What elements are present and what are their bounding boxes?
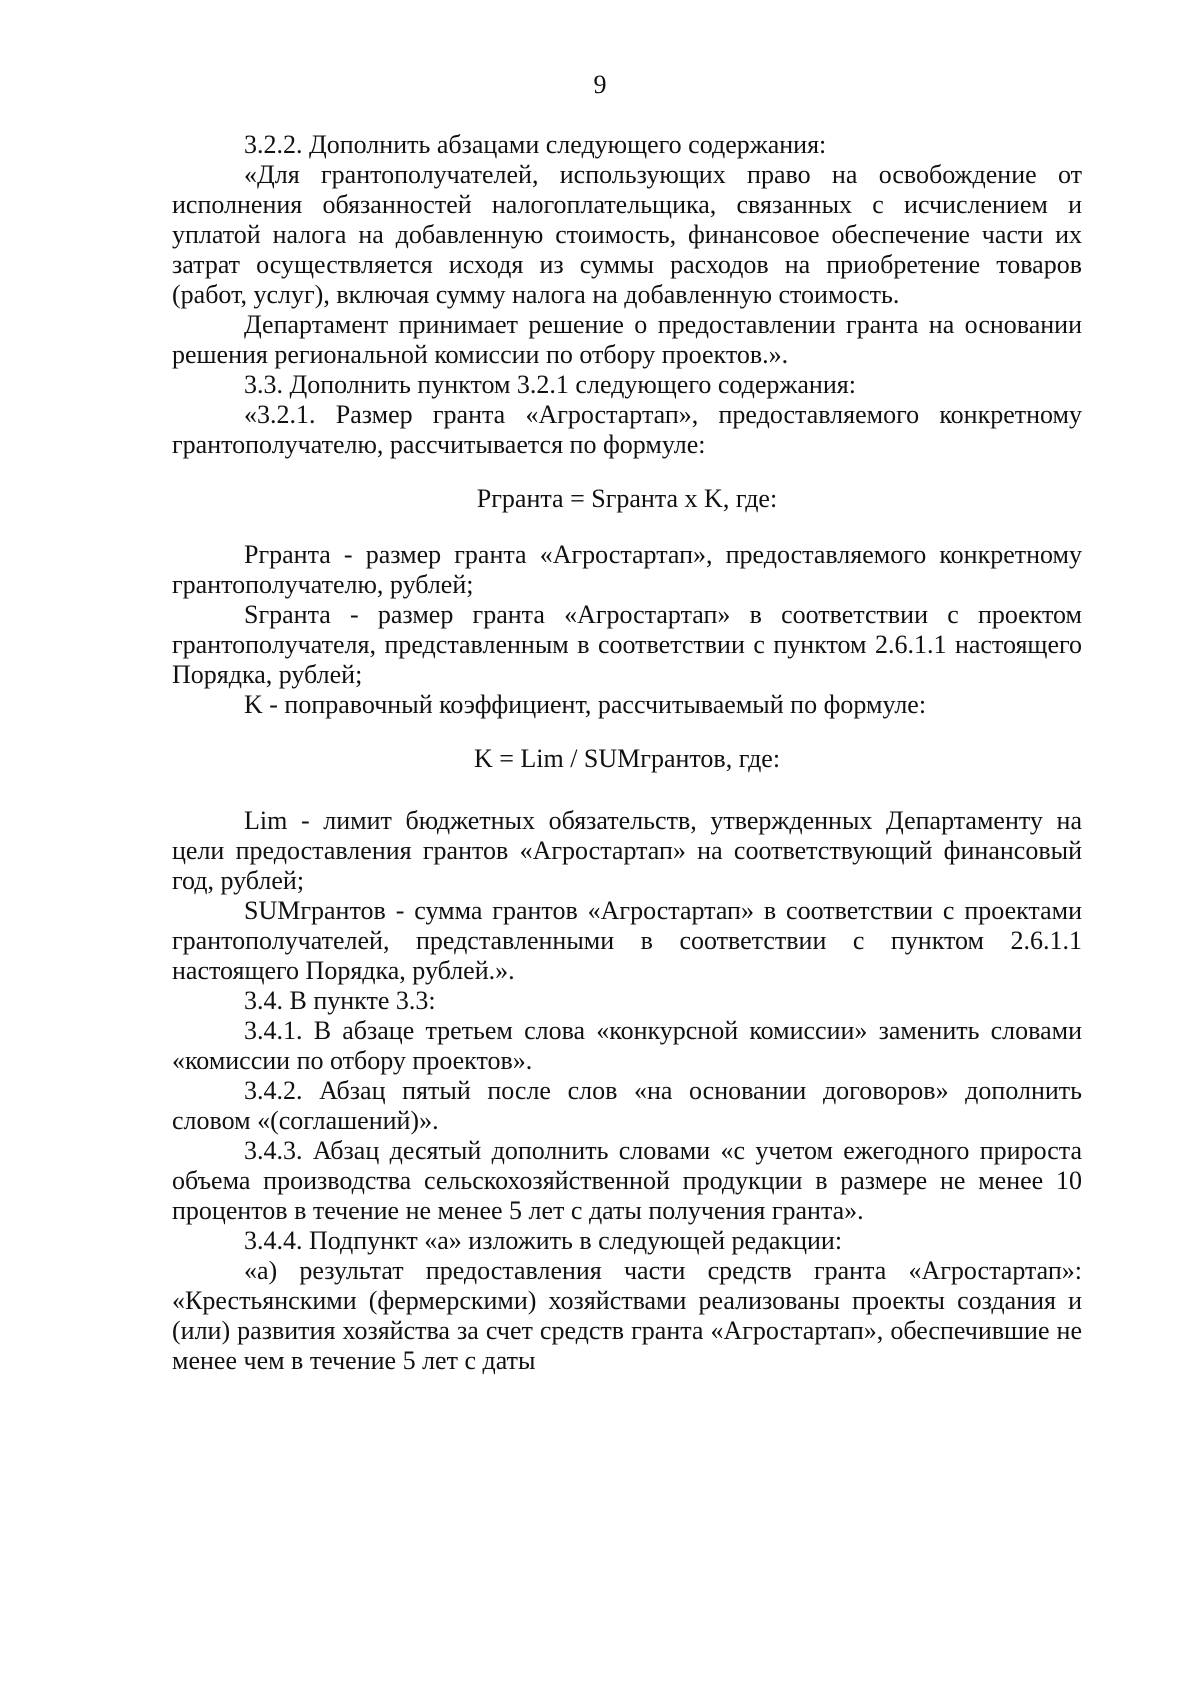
document-body xyxy=(172,130,1082,1376)
paragraph: 3.4.4. Подпункт «а» изложить в следующей редакции: xyxy=(244,1226,843,1255)
paragraph: Lim - лимит бюджетных обязательств, утвержденных Департаменту на цели предоставления грантов «Агростартап» на соответствующий финансовый год, рублей; xyxy=(172,806,1082,895)
paragraph: 3.4. В пункте 3.3: xyxy=(244,986,436,1015)
paragraph: «а) результат предоставления части средств гранта «Агростартап»: «Крестьянскими (фермерскими) хозяйствами реализованы проекты создания и (или) развития хозяйства за счет средств гранта «Агростартап», обеспечившие не менее чем в течение 5 лет с даты xyxy=(172,1256,1082,1375)
paragraph: Sгранта - размер гранта «Агростартап» в соответствии с проектом грантополучателя, представленным в соответствии с пунктом 2.6.1.1 настоящего Порядка, рублей; xyxy=(172,600,1082,689)
paragraph: 3.4.1. В абзаце третьем слова «конкурсной комиссии» заменить словами «комиссии по отбору проектов». xyxy=(172,1016,1082,1075)
paragraph: 3.2.2. Дополнить абзацами следующего содержания: xyxy=(244,130,827,159)
grant-formula: Ргранта = Sгранта x K, где: xyxy=(476,484,778,513)
paragraph: 3.4.3. Абзац десятый дополнить словами «с учетом ежегодного прироста объема производства сельскохозяйственной продукции в размере не менее 10 процентов в течение не менее 5 лет с даты получения гранта». xyxy=(172,1136,1082,1225)
paragraph: 3.3. Дополнить пунктом 3.2.1 следующего содержания: xyxy=(244,370,856,399)
paragraph: «Для грантополучателей, использующих право на освобождение от исполнения обязанностей налогоплательщика, связанных с исчислением и уплатой налога на добавленную стоимость, финансовое обеспечение части их затрат осуществляется исходя из суммы расходов на приобретение товаров (работ, услуг), включая сумму налога на добавленную стоимость. xyxy=(172,160,1082,309)
page-number: 9 xyxy=(593,70,607,99)
paragraph: Департамент принимает решение о предоставлении гранта на основании решения региональной комиссии по отбору проектов.». xyxy=(172,310,1082,369)
paragraph: SUMгрантов - сумма грантов «Агростартап» в соответствии с проектами грантополучателей, представленными в соответствии с пунктом 2.6.1.1 настоящего Порядка, рублей.». xyxy=(172,896,1082,985)
paragraph: «3.2.1. Размер гранта «Агростартап», предоставляемого конкретному грантополучателю, рассчитывается по формуле: xyxy=(172,400,1082,459)
paragraph: 3.4.2. Абзац пятый после слов «на основании договоров» дополнить словом «(соглашений)». xyxy=(172,1076,1082,1135)
paragraph: Ргранта - размер гранта «Агростартап», предоставляемого конкретному грантополучателю, рублей; xyxy=(172,540,1082,599)
paragraph: K - поправочный коэффициент, рассчитываемый по формуле: xyxy=(244,690,927,719)
coefficient-formula: K = Lim / SUMгрантов, где: xyxy=(473,744,781,773)
